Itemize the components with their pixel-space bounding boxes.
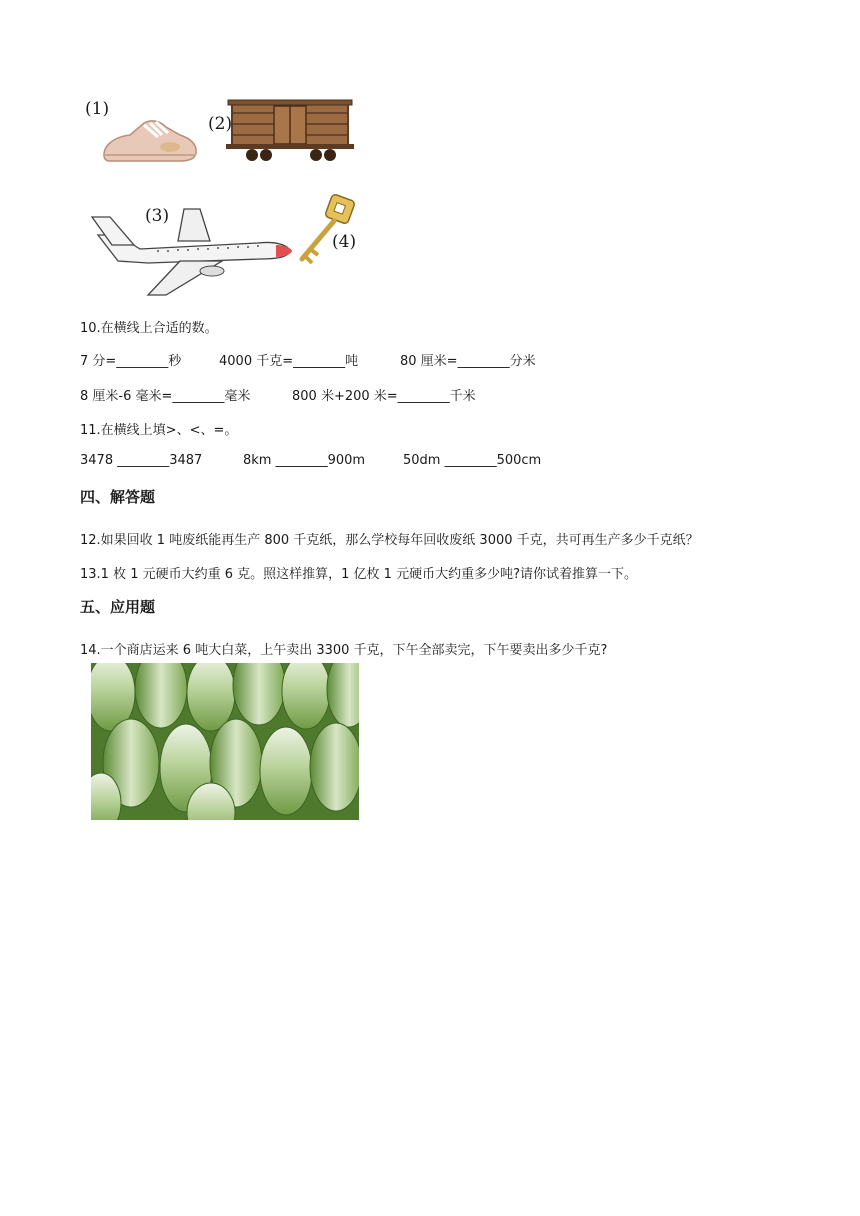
q10-blank-4: 8 厘米-6 毫米=________毫米 [80,389,251,404]
chinese-cabbage-photo [91,663,359,820]
section-5-heading: 五、应用题 [80,598,156,616]
q10-blank-2: 4000 千克=________吨 [219,354,359,369]
q11-compare-2: 8km ________900m [243,453,366,468]
q10-blank-3: 80 厘米=________分米 [400,354,536,369]
q11-compare-1: 3478 ________3487 [80,453,203,468]
q11-compare-3: 50dm ________500cm [403,453,542,468]
airplane-icon [88,205,294,297]
key-icon [290,193,362,269]
section-4-heading: 四、解答题 [80,488,156,506]
figure-2-label: (2) [208,114,233,134]
freight-wagon-icon [222,98,358,164]
q11-title: 11.在横线上填>、<、=。 [80,423,238,438]
figure-1-label: (1) [85,99,110,119]
q13-text: 13.1 枚 1 元硬币大约重 6 克。照这样推算，1 亿枚 1 元硬币大约重多少吨?请你试着推算一下。 [80,567,637,582]
shoe-icon [100,115,200,165]
figure-4-label: (4) [332,232,357,252]
q14-text: 14.一个商店运来 6 吨大白菜，上午卖出 3300 千克，下午全部卖完，下午要卖出多少千克? [80,643,608,658]
q12-text: 12.如果回收 1 吨废纸能再生产 800 千克纸，那么学校每年回收废纸 3000 千克，共可再生产多少千克纸？ [80,533,699,548]
q10-blank-5: 800 米+200 米=________千米 [292,389,476,404]
q10-blank-1: 7 分=________秒 [80,354,182,369]
q10-title: 10.在横线上合适的数。 [80,321,218,336]
figure-3-label: (3) [145,206,170,226]
